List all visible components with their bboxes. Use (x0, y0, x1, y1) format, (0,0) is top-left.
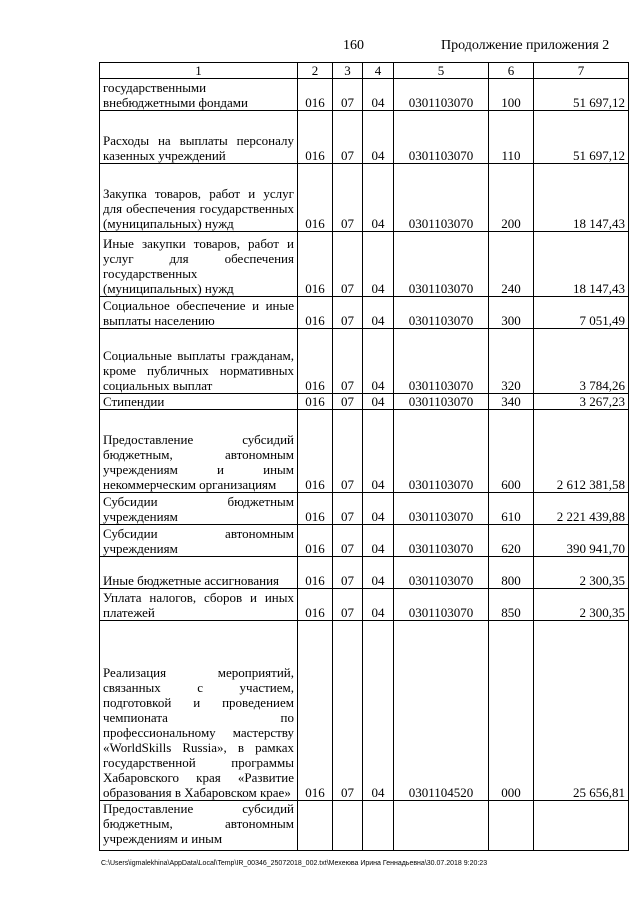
budget-table (99, 62, 629, 851)
cell-section (333, 801, 363, 851)
cell-type: 600 (489, 410, 534, 493)
cell-amount: 18 147,43 (534, 232, 629, 297)
cell-subsection: 04 (363, 111, 394, 164)
cell-type: 100 (489, 79, 534, 111)
cell-section: 07 (333, 329, 363, 394)
cell-subsection: 04 (363, 410, 394, 493)
table-row (100, 525, 629, 557)
cell-code: 016 (298, 232, 333, 297)
cell-target: 0301103070 (394, 111, 489, 164)
column-number: 7 (534, 63, 629, 79)
row-name: Расходы на выплаты персоналу казенных учреждений (100, 111, 298, 164)
row-name: Предоставление субсидий бюджетным, автономным учреждениям и иным (100, 801, 298, 851)
cell-code: 016 (298, 621, 333, 801)
cell-code: 016 (298, 79, 333, 111)
row-name: Иные бюджетные ассигнования (100, 557, 298, 589)
column-number: 6 (489, 63, 534, 79)
table-row (100, 232, 629, 297)
cell-section: 07 (333, 557, 363, 589)
cell-amount: 18 147,43 (534, 164, 629, 232)
column-number: 2 (298, 63, 333, 79)
table-row (100, 394, 629, 410)
cell-code: 016 (298, 525, 333, 557)
row-name: Стипендии (100, 394, 298, 410)
cell-subsection: 04 (363, 297, 394, 329)
row-name: государственными внебюджетными фондами (100, 79, 298, 111)
cell-code: 016 (298, 493, 333, 525)
cell-subsection: 04 (363, 79, 394, 111)
cell-target: 0301103070 (394, 557, 489, 589)
table-row (100, 557, 629, 589)
table-row (100, 801, 629, 851)
cell-section: 07 (333, 164, 363, 232)
cell-section: 07 (333, 111, 363, 164)
cell-code: 016 (298, 297, 333, 329)
cell-type: 110 (489, 111, 534, 164)
table-row (100, 589, 629, 621)
cell-target: 0301103070 (394, 232, 489, 297)
row-name: Субсидии автономным учреждениям (100, 525, 298, 557)
cell-amount (534, 801, 629, 851)
cell-section: 07 (333, 232, 363, 297)
cell-target: 0301103070 (394, 164, 489, 232)
cell-subsection: 04 (363, 394, 394, 410)
column-number: 4 (363, 63, 394, 79)
cell-amount: 2 300,35 (534, 557, 629, 589)
column-number-row (100, 63, 629, 79)
cell-target: 0301103070 (394, 394, 489, 410)
row-name: Уплата налогов, сборов и иных платежей (100, 589, 298, 621)
cell-target: 0301103070 (394, 493, 489, 525)
footer-file-path: C:\Users\igmalekhina\AppData\Local\Temp\IR_00346_25072018_002.txt\Мехеюва Ирина Геннадьевна\30.07.2018 9:20:23 (101, 860, 488, 867)
cell-subsection: 04 (363, 557, 394, 589)
cell-type: 800 (489, 557, 534, 589)
cell-code: 016 (298, 329, 333, 394)
cell-target: 0301103070 (394, 79, 489, 111)
cell-amount: 3 267,23 (534, 394, 629, 410)
cell-section: 07 (333, 621, 363, 801)
table-row (100, 410, 629, 493)
cell-target: 0301104520 (394, 621, 489, 801)
row-name: Реализация мероприятий, связанных с участием, подготовкой и проведением чемпионата по профессиональному мастерству «WorldSkills Russia», в рамках государственной программы Хабаровского края «Развитие образования в Хабаровском крае» (100, 621, 298, 801)
cell-type: 300 (489, 297, 534, 329)
cell-code: 016 (298, 557, 333, 589)
cell-target: 0301103070 (394, 329, 489, 394)
cell-target (394, 801, 489, 851)
cell-code: 016 (298, 394, 333, 410)
cell-amount: 2 612 381,58 (534, 410, 629, 493)
column-number: 1 (100, 63, 298, 79)
cell-section: 07 (333, 79, 363, 111)
cell-target: 0301103070 (394, 525, 489, 557)
cell-type: 200 (489, 164, 534, 232)
cell-subsection: 04 (363, 164, 394, 232)
cell-subsection: 04 (363, 232, 394, 297)
cell-type: 850 (489, 589, 534, 621)
cell-subsection: 04 (363, 589, 394, 621)
cell-amount: 390 941,70 (534, 525, 629, 557)
cell-amount: 25 656,81 (534, 621, 629, 801)
cell-section: 07 (333, 525, 363, 557)
cell-target: 0301103070 (394, 297, 489, 329)
column-number: 3 (333, 63, 363, 79)
cell-amount: 51 697,12 (534, 79, 629, 111)
cell-subsection: 04 (363, 525, 394, 557)
cell-type: 610 (489, 493, 534, 525)
continuation-label: Продолжение приложения 2 (441, 38, 610, 53)
cell-target: 0301103070 (394, 410, 489, 493)
table-row (100, 493, 629, 525)
table-row (100, 621, 629, 801)
cell-amount: 7 051,49 (534, 297, 629, 329)
cell-subsection (363, 801, 394, 851)
row-name: Социальные выплаты гражданам, кроме публичных нормативных социальных выплат (100, 329, 298, 394)
row-name: Субсидии бюджетным учреждениям (100, 493, 298, 525)
cell-subsection: 04 (363, 621, 394, 801)
cell-amount: 2 221 439,88 (534, 493, 629, 525)
cell-type (489, 801, 534, 851)
table-row (100, 297, 629, 329)
cell-subsection: 04 (363, 493, 394, 525)
table-row (100, 329, 629, 394)
row-name: Социальное обеспечение и иные выплаты населению (100, 297, 298, 329)
row-name: Иные закупки товаров, работ и услуг для обеспечения государственных (муниципальных) нужд (100, 232, 298, 297)
cell-code: 016 (298, 589, 333, 621)
table-row (100, 111, 629, 164)
page-number: 160 (343, 38, 364, 53)
cell-section: 07 (333, 394, 363, 410)
cell-code: 016 (298, 111, 333, 164)
table-row (100, 79, 629, 111)
cell-amount: 3 784,26 (534, 329, 629, 394)
cell-target: 0301103070 (394, 589, 489, 621)
cell-type: 320 (489, 329, 534, 394)
cell-amount: 2 300,35 (534, 589, 629, 621)
cell-section: 07 (333, 493, 363, 525)
cell-amount: 51 697,12 (534, 111, 629, 164)
cell-type: 620 (489, 525, 534, 557)
row-name: Закупка товаров, работ и услуг для обеспечения государственных (муниципальных) нужд (100, 164, 298, 232)
cell-code: 016 (298, 410, 333, 493)
table-row (100, 164, 629, 232)
cell-section: 07 (333, 297, 363, 329)
cell-section: 07 (333, 589, 363, 621)
cell-type: 340 (489, 394, 534, 410)
cell-type: 000 (489, 621, 534, 801)
cell-subsection: 04 (363, 329, 394, 394)
cell-type: 240 (489, 232, 534, 297)
cell-code (298, 801, 333, 851)
column-number: 5 (394, 63, 489, 79)
row-name: Предоставление субсидий бюджетным, автономным учреждениям и иным некоммерческим организациям (100, 410, 298, 493)
cell-section: 07 (333, 410, 363, 493)
cell-code: 016 (298, 164, 333, 232)
